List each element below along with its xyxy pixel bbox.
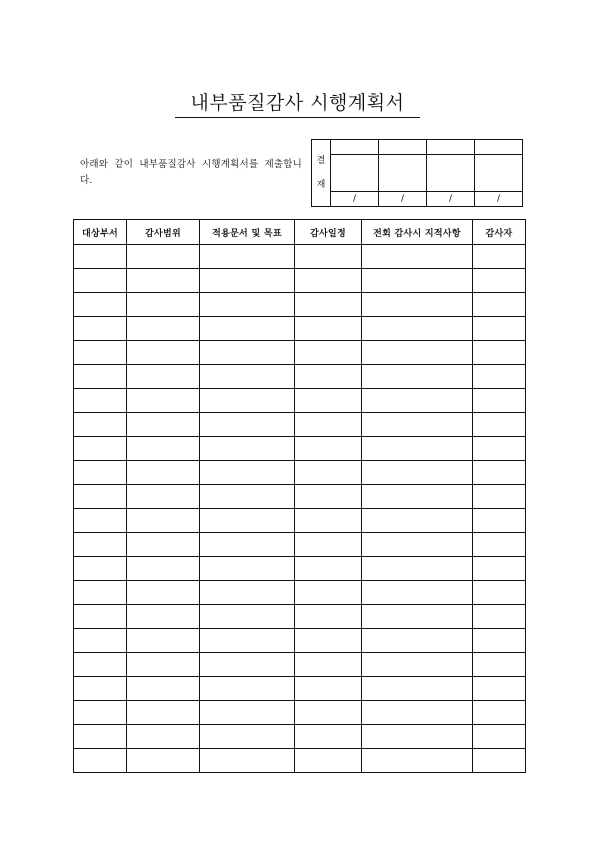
table-cell[interactable]: [74, 461, 127, 485]
table-cell[interactable]: [295, 605, 362, 629]
table-cell[interactable]: [473, 317, 526, 341]
table-cell[interactable]: [473, 605, 526, 629]
table-cell[interactable]: [74, 269, 127, 293]
table-cell[interactable]: [74, 653, 127, 677]
table-cell[interactable]: [473, 557, 526, 581]
table-cell[interactable]: [74, 389, 127, 413]
table-cell[interactable]: [295, 701, 362, 725]
approval-box: [311, 139, 523, 207]
table-cell[interactable]: [74, 413, 127, 437]
table-cell[interactable]: [127, 509, 200, 533]
table-cell[interactable]: [295, 485, 362, 509]
table-cell[interactable]: [473, 485, 526, 509]
table-cell[interactable]: [473, 653, 526, 677]
table-row: [74, 581, 526, 605]
table-cell[interactable]: [295, 245, 362, 269]
table-row: [74, 653, 526, 677]
table-row: [74, 293, 526, 317]
table-cell[interactable]: [74, 509, 127, 533]
table-row: [74, 557, 526, 581]
table-cell[interactable]: [200, 317, 295, 341]
table-cell[interactable]: [127, 677, 200, 701]
table-cell[interactable]: [362, 725, 473, 749]
table-cell[interactable]: [295, 581, 362, 605]
approval-date-cell[interactable]: /: [475, 192, 523, 207]
approval-label-char-1: 결: [316, 156, 326, 166]
table-cell[interactable]: [200, 581, 295, 605]
table-cell[interactable]: [473, 677, 526, 701]
approval-label-char-2: 재: [316, 180, 326, 190]
table-cell[interactable]: [200, 605, 295, 629]
table-cell[interactable]: [74, 317, 127, 341]
table-cell[interactable]: [362, 341, 473, 365]
table-cell[interactable]: [473, 581, 526, 605]
table-row: [74, 605, 526, 629]
table-cell[interactable]: [295, 437, 362, 461]
table-cell[interactable]: [362, 269, 473, 293]
table-cell[interactable]: [200, 509, 295, 533]
signature-cell[interactable]: [475, 155, 523, 192]
intro-text: 아래와 같이 내부품질감사 시행계획서를 제출합니다.: [80, 159, 302, 186]
table-cell[interactable]: [74, 293, 127, 317]
table-cell[interactable]: [473, 389, 526, 413]
table-cell[interactable]: [200, 629, 295, 653]
table-cell[interactable]: [362, 245, 473, 269]
table-row: [74, 317, 526, 341]
table-cell[interactable]: [74, 533, 127, 557]
table-cell[interactable]: [362, 653, 473, 677]
table-cell[interactable]: [200, 365, 295, 389]
table-cell[interactable]: [362, 557, 473, 581]
table-cell[interactable]: [362, 629, 473, 653]
table-cell[interactable]: [362, 581, 473, 605]
table-cell[interactable]: [362, 317, 473, 341]
table-cell[interactable]: [200, 557, 295, 581]
table-cell[interactable]: [362, 461, 473, 485]
table-cell[interactable]: [127, 557, 200, 581]
table-cell[interactable]: [473, 413, 526, 437]
table-cell[interactable]: [200, 269, 295, 293]
table-cell[interactable]: [295, 677, 362, 701]
table-cell[interactable]: [362, 389, 473, 413]
table-cell[interactable]: [295, 317, 362, 341]
table-cell[interactable]: [295, 293, 362, 317]
table-cell[interactable]: [74, 749, 127, 773]
table-cell[interactable]: [74, 605, 127, 629]
approval-date-cell[interactable]: /: [379, 192, 427, 207]
header-target-department: 대상부서: [74, 220, 127, 245]
table-cell[interactable]: [473, 365, 526, 389]
header-previous-findings: 전회 감사시 지적사항: [362, 220, 473, 245]
table-cell[interactable]: [295, 461, 362, 485]
table-cell[interactable]: [295, 389, 362, 413]
table-cell[interactable]: [200, 413, 295, 437]
document-title: 내부품질감사 시행계획서: [190, 92, 405, 114]
header-auditor: 감사자: [473, 220, 526, 245]
table-cell[interactable]: [74, 629, 127, 653]
table-cell[interactable]: [200, 653, 295, 677]
table-cell[interactable]: [127, 317, 200, 341]
table-row: [74, 365, 526, 389]
table-cell[interactable]: [127, 725, 200, 749]
approver-title-cell[interactable]: [475, 140, 523, 155]
table-row: [74, 725, 526, 749]
table-cell[interactable]: [473, 461, 526, 485]
table-cell[interactable]: [74, 701, 127, 725]
table-cell[interactable]: [200, 485, 295, 509]
header-audit-schedule: 감사일정: [295, 220, 362, 245]
table-row: [74, 485, 526, 509]
table-cell[interactable]: [200, 701, 295, 725]
table-cell[interactable]: [127, 389, 200, 413]
table-cell[interactable]: [200, 749, 295, 773]
approval-label: [312, 140, 331, 207]
table-cell[interactable]: [127, 245, 200, 269]
table-cell[interactable]: [127, 605, 200, 629]
table-cell[interactable]: [74, 341, 127, 365]
approver-title-cell[interactable]: [379, 140, 427, 155]
table-cell[interactable]: [74, 437, 127, 461]
header-audit-scope: 감사범위: [127, 220, 200, 245]
table-cell[interactable]: [362, 485, 473, 509]
table-cell[interactable]: [127, 293, 200, 317]
table-cell[interactable]: [362, 677, 473, 701]
approval-date-cell[interactable]: /: [331, 192, 379, 207]
title-underline: [175, 117, 420, 118]
table-cell[interactable]: [295, 509, 362, 533]
table-cell[interactable]: [473, 749, 526, 773]
table-cell[interactable]: [362, 413, 473, 437]
table-cell[interactable]: [362, 701, 473, 725]
table-cell[interactable]: [295, 413, 362, 437]
table-cell[interactable]: [362, 749, 473, 773]
table-cell[interactable]: [362, 293, 473, 317]
table-cell[interactable]: [127, 437, 200, 461]
table-cell[interactable]: [295, 653, 362, 677]
table-cell[interactable]: [473, 701, 526, 725]
table-cell[interactable]: [473, 509, 526, 533]
table-cell[interactable]: [127, 701, 200, 725]
table-cell[interactable]: [295, 725, 362, 749]
table-cell[interactable]: [362, 437, 473, 461]
table-cell[interactable]: [295, 341, 362, 365]
table-cell[interactable]: [200, 725, 295, 749]
table-cell[interactable]: [473, 269, 526, 293]
approver-title-cell[interactable]: [331, 140, 379, 155]
table-cell[interactable]: [473, 629, 526, 653]
signature-cell[interactable]: [379, 155, 427, 192]
table-cell[interactable]: [295, 533, 362, 557]
table-cell[interactable]: [295, 749, 362, 773]
table-cell[interactable]: [127, 629, 200, 653]
table-row: [74, 701, 526, 725]
table-header-row: [74, 220, 526, 245]
table-cell[interactable]: [74, 485, 127, 509]
table-cell[interactable]: [127, 461, 200, 485]
table-cell[interactable]: [74, 725, 127, 749]
table-row: [74, 533, 526, 557]
table-cell[interactable]: [200, 389, 295, 413]
table-cell[interactable]: [200, 341, 295, 365]
table-row: [74, 461, 526, 485]
table-cell[interactable]: [200, 437, 295, 461]
table-row: [74, 389, 526, 413]
table-cell[interactable]: [200, 677, 295, 701]
table-cell[interactable]: [127, 269, 200, 293]
table-cell[interactable]: [127, 365, 200, 389]
table-cell[interactable]: [295, 365, 362, 389]
signature-cell[interactable]: [427, 155, 475, 192]
table-row: [74, 341, 526, 365]
table-cell[interactable]: [74, 581, 127, 605]
table-cell[interactable]: [200, 533, 295, 557]
table-cell[interactable]: [127, 413, 200, 437]
table-row: [74, 677, 526, 701]
table-body: [74, 245, 526, 773]
table-cell[interactable]: [473, 245, 526, 269]
table-cell[interactable]: [127, 653, 200, 677]
table-cell[interactable]: [127, 341, 200, 365]
table-cell[interactable]: [295, 557, 362, 581]
table-cell[interactable]: [473, 293, 526, 317]
table-cell[interactable]: [295, 629, 362, 653]
table-cell[interactable]: [200, 245, 295, 269]
table-row: [74, 509, 526, 533]
table-row: [74, 245, 526, 269]
table-cell[interactable]: [127, 533, 200, 557]
table-cell[interactable]: [200, 461, 295, 485]
table-row: [74, 437, 526, 461]
table-cell[interactable]: [127, 749, 200, 773]
header-documents-and-goals: 적용문서 및 목표: [200, 220, 295, 245]
table-cell[interactable]: [74, 677, 127, 701]
table-cell[interactable]: [74, 557, 127, 581]
table-row: [74, 749, 526, 773]
table-cell[interactable]: [362, 533, 473, 557]
table-cell[interactable]: [200, 293, 295, 317]
table-cell[interactable]: [473, 341, 526, 365]
table-cell[interactable]: [127, 581, 200, 605]
table-cell[interactable]: [362, 365, 473, 389]
table-cell[interactable]: [362, 509, 473, 533]
table-cell[interactable]: [473, 533, 526, 557]
table-row: [74, 269, 526, 293]
table-cell[interactable]: [473, 437, 526, 461]
approval-date-cell[interactable]: /: [427, 192, 475, 207]
approver-title-cell[interactable]: [427, 140, 475, 155]
signature-cell[interactable]: [331, 155, 379, 192]
table-cell[interactable]: [362, 605, 473, 629]
audit-plan-table: [73, 219, 526, 773]
table-cell[interactable]: [295, 269, 362, 293]
table-row: [74, 413, 526, 437]
table-cell[interactable]: [74, 365, 127, 389]
table-cell[interactable]: [473, 725, 526, 749]
table-cell[interactable]: [127, 485, 200, 509]
table-cell[interactable]: [74, 245, 127, 269]
table-row: [74, 629, 526, 653]
